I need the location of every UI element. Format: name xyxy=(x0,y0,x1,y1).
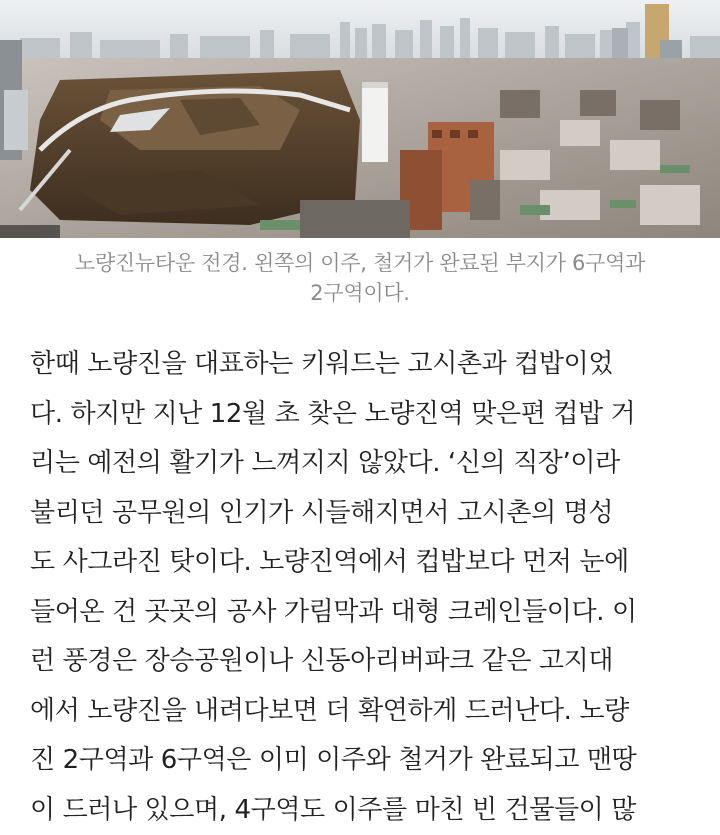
article-line: 한때 노량진을 대표하는 키워드는 고시촌과 컵밥이었 xyxy=(30,340,710,390)
article-line: 불리던 공무원의 인기가 시들해지면서 고시촌의 명성 xyxy=(30,489,710,539)
article-line: 이 드러나 있으며, 4구역도 이주를 마친 빈 건물들이 많 xyxy=(30,786,710,835)
news-photo xyxy=(0,0,720,238)
caption-line: 노량진뉴타운 전경. 왼쪽의 이주, 철거가 완료된 부지가 6구역과 xyxy=(0,248,720,278)
article-body xyxy=(30,340,710,835)
article-line: 도 사그라진 탓이다. 노량진역에서 컵밥보다 먼저 눈에 xyxy=(30,538,710,588)
city-redevelopment-photo-icon xyxy=(0,0,720,238)
caption-line: 2구역이다. xyxy=(0,278,720,308)
article-line: 다. 하지만 지난 12월 초 찾은 노량진역 맞은편 컵밥 거 xyxy=(30,390,710,440)
article-line: 에서 노량진을 내려다보면 더 확연하게 드러난다. 노량 xyxy=(30,687,710,737)
article-line: 들어온 건 곳곳의 공사 가림막과 대형 크레인들이다. 이 xyxy=(30,588,710,638)
article-line: 진 2구역과 6구역은 이미 이주와 철거가 완료되고 맨땅 xyxy=(30,736,710,786)
article-line: 런 풍경은 장승공원이나 신동아리버파크 같은 고지대 xyxy=(30,637,710,687)
photo-caption xyxy=(0,248,720,308)
article-line: 리는 예전의 활기가 느껴지지 않았다. ‘신의 직장’이라 xyxy=(30,439,710,489)
